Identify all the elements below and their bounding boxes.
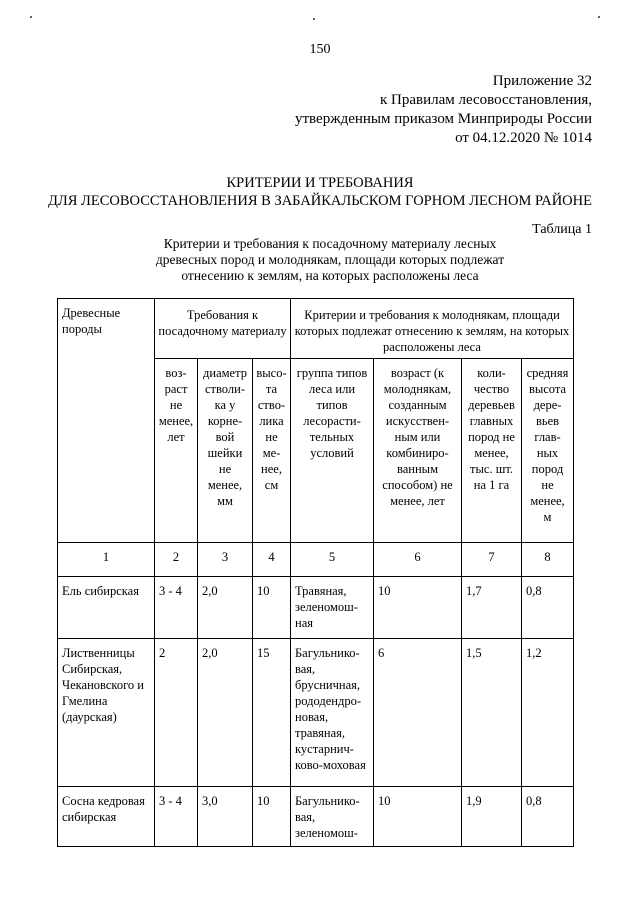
document-title [0, 174, 640, 210]
species-cell: Лиственницы Сибирская, Чекановского и Гмелина (даурская) [58, 639, 155, 787]
page-number: 150 [309, 42, 331, 57]
avg-height-cell: 0,8 [522, 577, 574, 639]
planting-header: Требования к посадочному материалу [155, 299, 291, 359]
subheader-forest-type: группа типов леса или типов лесорасти- тельных условий [291, 359, 374, 543]
diameter-cell: 3,0 [198, 787, 253, 847]
forest-type-cell: Травяная, зеленомош- ная [291, 577, 374, 639]
table-caption: Критерии и требования к посадочному материалу лесных древесных пород и молоднякам, площади которых подлежат отнесению к землям, на которых расположены леса [155, 236, 505, 283]
appendix-reference [295, 72, 592, 148]
subheader-diameter: диаметр стволи- ка у корне- вой шейки не менее, мм [198, 359, 253, 543]
column-number: 3 [198, 543, 253, 577]
age-cell: 3 - 4 [155, 787, 198, 847]
young-age-cell: 6 [374, 639, 462, 787]
criteria-table [57, 298, 574, 847]
age-cell: 3 - 4 [155, 577, 198, 639]
column-number: 1 [58, 543, 155, 577]
column-number-row [58, 543, 574, 577]
young-stand-header: Критерии и требования к молоднякам, площади которых подлежат отнесению к землям, на которых расположены леса [291, 299, 574, 359]
scan-speck [30, 16, 32, 18]
scan-speck [598, 16, 600, 18]
height-cell: 10 [253, 577, 291, 639]
subheader-height: высо- та ство- лика не ме- нее, см [253, 359, 291, 543]
diameter-cell: 2,0 [198, 577, 253, 639]
appendix-line: утвержденным приказом Минприроды России [295, 111, 592, 127]
tree-count-cell: 1,5 [462, 639, 522, 787]
height-cell: 15 [253, 639, 291, 787]
tree-count-cell: 1,9 [462, 787, 522, 847]
young-age-cell: 10 [374, 787, 462, 847]
appendix-line: к Правилам лесовосстановления, [379, 92, 592, 108]
height-cell: 10 [253, 787, 291, 847]
subheader-tree-count: коли- чество деревьев главных пород не менее, тыс. шт. на 1 га [462, 359, 522, 543]
column-number: 2 [155, 543, 198, 577]
table-row [58, 577, 574, 639]
table-row [58, 787, 574, 847]
diameter-cell: 2,0 [198, 639, 253, 787]
appendix-line: Приложение 32 [492, 73, 592, 89]
column-number: 4 [253, 543, 291, 577]
column-number: 5 [291, 543, 374, 577]
column-number: 6 [374, 543, 462, 577]
tree-count-cell: 1,7 [462, 577, 522, 639]
scan-speck [313, 18, 315, 20]
forest-type-cell: Багульнико- вая, брусничная, рододендро- новая, травяная, кустарнич- ково-моховая [291, 639, 374, 787]
title-line: КРИТЕРИИ И ТРЕБОВАНИЯ [226, 175, 414, 191]
avg-height-cell: 0,8 [522, 787, 574, 847]
subheader-age: воз- раст не менее, лет [155, 359, 198, 543]
title-line: ДЛЯ ЛЕСОВОССТАНОВЛЕНИЯ В ЗАБАЙКАЛЬСКОМ ГОРНОМ ЛЕСНОМ РАЙОНЕ [48, 193, 592, 209]
appendix-line: от 04.12.2020 № 1014 [455, 130, 592, 146]
column-number: 8 [522, 543, 574, 577]
avg-height-cell: 1,2 [522, 639, 574, 787]
table-label: Таблица 1 [532, 222, 592, 237]
subheader-young-age: возраст (к молоднякам, созданным искусствен- ным или комбиниро- ванным способом) не менее, лет [374, 359, 462, 543]
young-age-cell: 10 [374, 577, 462, 639]
forest-type-cell: Багульнико- вая, зеленомош- [291, 787, 374, 847]
species-cell: Сосна кедровая сибирская [58, 787, 155, 847]
column-number: 7 [462, 543, 522, 577]
subheader-avg-height: средняя высота дере- вьев глав- ных пород не менее, м [522, 359, 574, 543]
header-row [58, 299, 574, 359]
species-header: Древесные породы [58, 299, 155, 543]
age-cell: 2 [155, 639, 198, 787]
table-row [58, 639, 574, 787]
species-cell: Ель сибирская [58, 577, 155, 639]
